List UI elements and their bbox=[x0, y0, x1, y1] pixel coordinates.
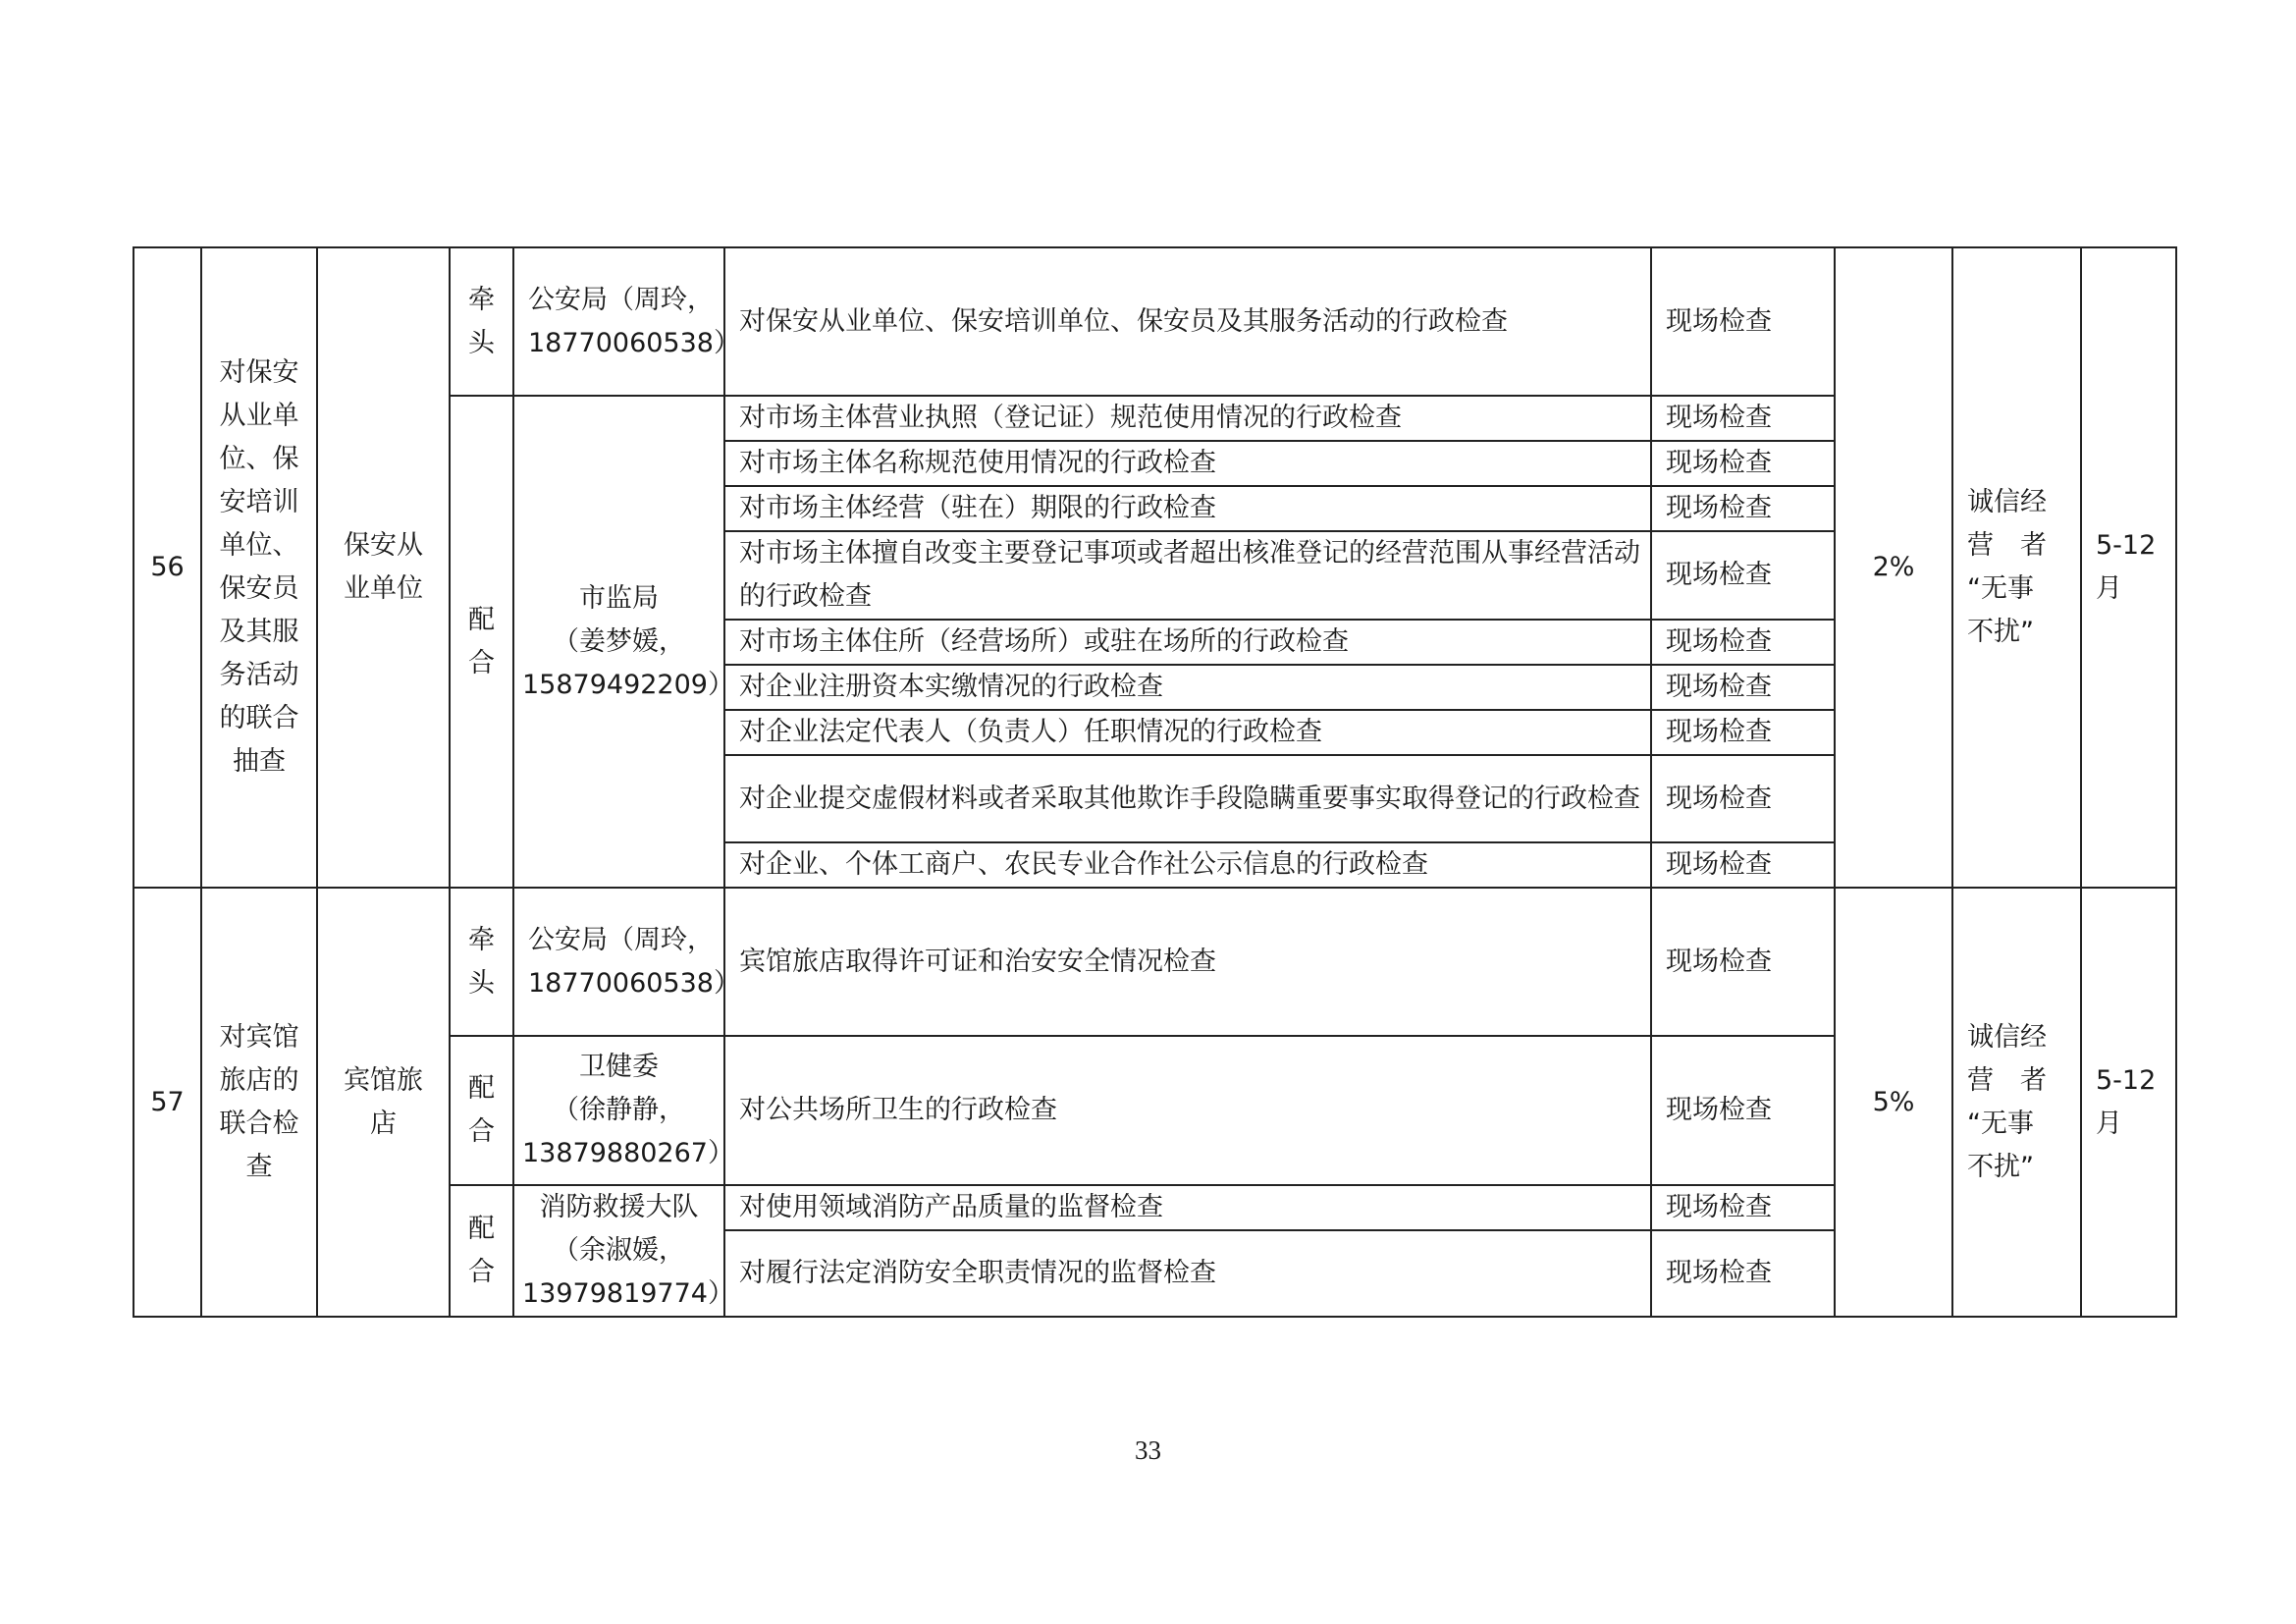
coop-method: 现场检查 bbox=[1651, 710, 1835, 755]
lead-method: 现场检查 bbox=[1651, 247, 1835, 396]
coop-task: 对市场主体营业执照（登记证）规范使用情况的行政检查 bbox=[724, 396, 1651, 441]
lead-task: 对保安从业单位、保安培训单位、保安员及其服务活动的行政检查 bbox=[724, 247, 1651, 396]
application-scene: 诚信经 营 者 “无事 不扰” bbox=[1952, 247, 2081, 888]
coop-method: 现场检查 bbox=[1651, 620, 1835, 665]
lead-department: 公安局（周玲， 18770060538） bbox=[513, 247, 724, 396]
lead-method: 现场检查 bbox=[1651, 888, 1835, 1036]
coop-task: 对企业法定代表人（负责人）任职情况的行政检查 bbox=[724, 710, 1651, 755]
coop-method: 现场检查 bbox=[1651, 441, 1835, 486]
sampling-ratio: 5% bbox=[1835, 888, 1952, 1317]
coop-role: 配 合 bbox=[450, 1185, 513, 1317]
time-period: 5-12 月 bbox=[2081, 247, 2176, 888]
coop-department: 卫健委 （徐静静， 13879880267） bbox=[513, 1036, 724, 1185]
inspection-target: 保安从 业单位 bbox=[317, 247, 450, 888]
coop-role: 配 合 bbox=[450, 1036, 513, 1185]
coop-method: 现场检查 bbox=[1651, 1230, 1835, 1317]
page-number: 33 bbox=[1135, 1435, 1161, 1465]
lead-role: 牵 头 bbox=[450, 888, 513, 1036]
inspection-item: 对宾馆 旅店的 联合检 查 bbox=[201, 888, 317, 1317]
coop-method: 现场检查 bbox=[1651, 396, 1835, 441]
coop-method: 现场检查 bbox=[1651, 1185, 1835, 1230]
coop-task: 对企业提交虚假材料或者采取其他欺诈手段隐瞒重要事实取得登记的行政检查 bbox=[724, 755, 1651, 842]
row-number: 56 bbox=[133, 247, 201, 888]
application-scene: 诚信经 营 者 “无事 不扰” bbox=[1952, 888, 2081, 1317]
coop-task: 对市场主体擅自改变主要登记事项或者超出核准登记的经营范围从事经营活动的行政检查 bbox=[724, 531, 1651, 620]
sampling-ratio: 2% bbox=[1835, 247, 1952, 888]
joint-inspection-table bbox=[133, 246, 2177, 1318]
coop-method: 现场检查 bbox=[1651, 665, 1835, 710]
time-period: 5-12 月 bbox=[2081, 888, 2176, 1317]
coop-department: 市监局 （姜梦媛， 15879492209） bbox=[513, 396, 724, 888]
coop-method: 现场检查 bbox=[1651, 842, 1835, 888]
table-row bbox=[133, 888, 2176, 1036]
inspection-target: 宾馆旅 店 bbox=[317, 888, 450, 1317]
coop-task: 对市场主体名称规范使用情况的行政检查 bbox=[724, 441, 1651, 486]
coop-task: 对使用领域消防产品质量的监督检查 bbox=[724, 1185, 1651, 1230]
coop-task: 对企业、个体工商户、农民专业合作社公示信息的行政检查 bbox=[724, 842, 1651, 888]
coop-task: 对企业注册资本实缴情况的行政检查 bbox=[724, 665, 1651, 710]
lead-department: 公安局（周玲， 18770060538） bbox=[513, 888, 724, 1036]
lead-task: 宾馆旅店取得许可证和治安安全情况检查 bbox=[724, 888, 1651, 1036]
coop-task: 对公共场所卫生的行政检查 bbox=[724, 1036, 1651, 1185]
lead-role: 牵 头 bbox=[450, 247, 513, 396]
coop-task: 对市场主体经营（驻在）期限的行政检查 bbox=[724, 486, 1651, 531]
table-row bbox=[133, 247, 2176, 396]
coop-department: 消防救援大队 （余淑媛， 13979819774） bbox=[513, 1185, 724, 1317]
row-number: 57 bbox=[133, 888, 201, 1317]
coop-task: 对市场主体住所（经营场所）或驻在场所的行政检查 bbox=[724, 620, 1651, 665]
inspection-item: 对保安 从业单 位、保 安培训 单位、 保安员 及其服 务活动 的联合 抽查 bbox=[201, 247, 317, 888]
coop-role: 配 合 bbox=[450, 396, 513, 888]
coop-method: 现场检查 bbox=[1651, 486, 1835, 531]
coop-method: 现场检查 bbox=[1651, 1036, 1835, 1185]
coop-method: 现场检查 bbox=[1651, 531, 1835, 620]
coop-method: 现场检查 bbox=[1651, 755, 1835, 842]
coop-task: 对履行法定消防安全职责情况的监督检查 bbox=[724, 1230, 1651, 1317]
